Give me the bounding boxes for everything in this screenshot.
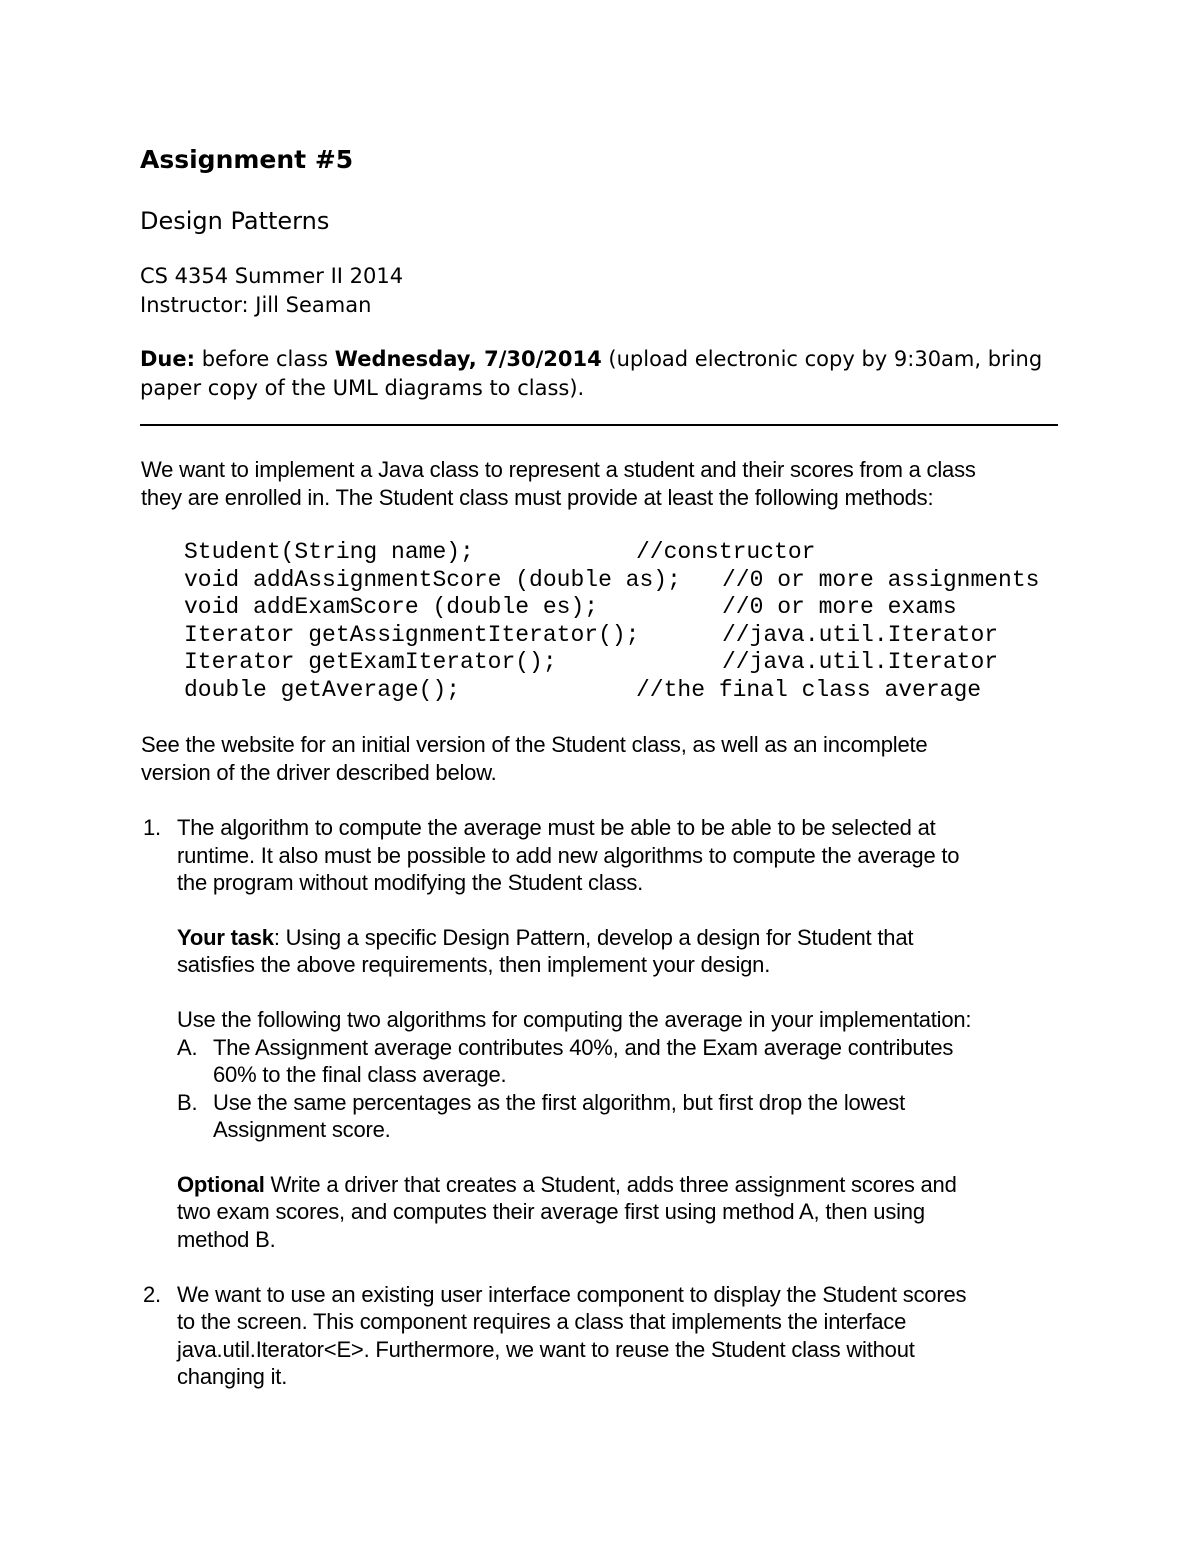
optional-label: Optional xyxy=(177,1172,265,1197)
item-1-line-2: runtime. It also must be possible to add new algorithms to compute the average to xyxy=(177,843,960,868)
optional-line-1 xyxy=(177,1172,957,1198)
task-label: Your task xyxy=(177,925,274,950)
item-2-number: 2. xyxy=(143,1282,161,1307)
algorithm-b-label: B. xyxy=(177,1090,198,1115)
code-comment: //constructor xyxy=(636,539,816,565)
item-1-line-3: the program without modifying the Student class. xyxy=(177,870,644,895)
task-text: : Using a specific Design Pattern, develop a design for Student that xyxy=(273,925,914,950)
item-2-line-2: to the screen. This component requires a class that implements the interface xyxy=(177,1309,907,1334)
intro-line-2: they are enrolled in. The Student class must provide at least the following methods: xyxy=(141,485,934,510)
code-signature: Iterator getAssignmentIterator(); xyxy=(184,622,640,648)
code-comment: //java.util.Iterator xyxy=(722,622,999,648)
due-line-2: paper copy of the UML diagrams to class). xyxy=(140,376,585,400)
intro-line-1: We want to implement a Java class to represent a student and their scores from a class xyxy=(141,457,976,482)
task-line-2: satisfies the above requirements, then implement your design. xyxy=(177,952,771,977)
code-signature: double getAverage(); xyxy=(184,677,461,703)
optional-line-3: method B. xyxy=(177,1227,276,1252)
optional-text: Write a driver that creates a Student, adds three assignment scores and xyxy=(264,1172,957,1197)
algorithm-a-line-2: 60% to the final class average. xyxy=(213,1062,507,1087)
horizontal-rule xyxy=(140,424,1058,426)
due-pre: before class xyxy=(201,347,329,371)
code-signature: Student(String name); xyxy=(184,539,474,565)
algorithm-b-line-1: Use the same percentages as the first algorithm, but first drop the lowest xyxy=(213,1090,905,1115)
code-comment: //java.util.Iterator xyxy=(722,649,999,675)
algorithms-intro: Use the following two algorithms for computing the average in your implementation: xyxy=(177,1007,972,1032)
code-comment: //0 or more exams xyxy=(722,594,957,620)
assignment-subtitle: Design Patterns xyxy=(140,207,330,235)
due-date: Wednesday, 7/30/2014 xyxy=(334,347,602,371)
code-comment: //0 or more assignments xyxy=(722,567,1040,593)
due-rest: (upload electronic copy by 9:30am, bring xyxy=(608,347,1043,371)
instructor-line: Instructor: Jill Seaman xyxy=(140,293,372,317)
assignment-title: Assignment #5 xyxy=(140,145,354,174)
website-note-line-2: version of the driver described below. xyxy=(141,760,497,785)
code-signature: Iterator getExamIterator(); xyxy=(184,649,557,675)
algorithm-b-line-2: Assignment score. xyxy=(213,1117,391,1142)
due-line xyxy=(140,347,1042,371)
course-line: CS 4354 Summer II 2014 xyxy=(140,264,404,288)
item-2-line-4: changing it. xyxy=(177,1364,288,1389)
optional-line-2: two exam scores, and computes their average first using method A, then using xyxy=(177,1199,925,1224)
task-line-1 xyxy=(177,925,913,951)
code-signature: void addAssignmentScore (double as); xyxy=(184,567,681,593)
item-1-line-1: The algorithm to compute the average must be able to be able to be selected at xyxy=(177,815,936,840)
algorithm-a-line-1: The Assignment average contributes 40%, and the Exam average contributes xyxy=(213,1035,954,1060)
due-label: Due: xyxy=(140,347,196,371)
code-signature: void addExamScore (double es); xyxy=(184,594,599,620)
website-note-line-1: See the website for an initial version of the Student class, as well as an incomplete xyxy=(141,732,928,757)
code-comment: //the final class average xyxy=(636,677,982,703)
item-1-number: 1. xyxy=(143,815,161,840)
algorithm-a-label: A. xyxy=(177,1035,198,1060)
item-2-line-3: java.util.Iterator<E>. Furthermore, we want to reuse the Student class without xyxy=(177,1337,915,1362)
item-2-line-1: We want to use an existing user interface component to display the Student scores xyxy=(177,1282,967,1307)
